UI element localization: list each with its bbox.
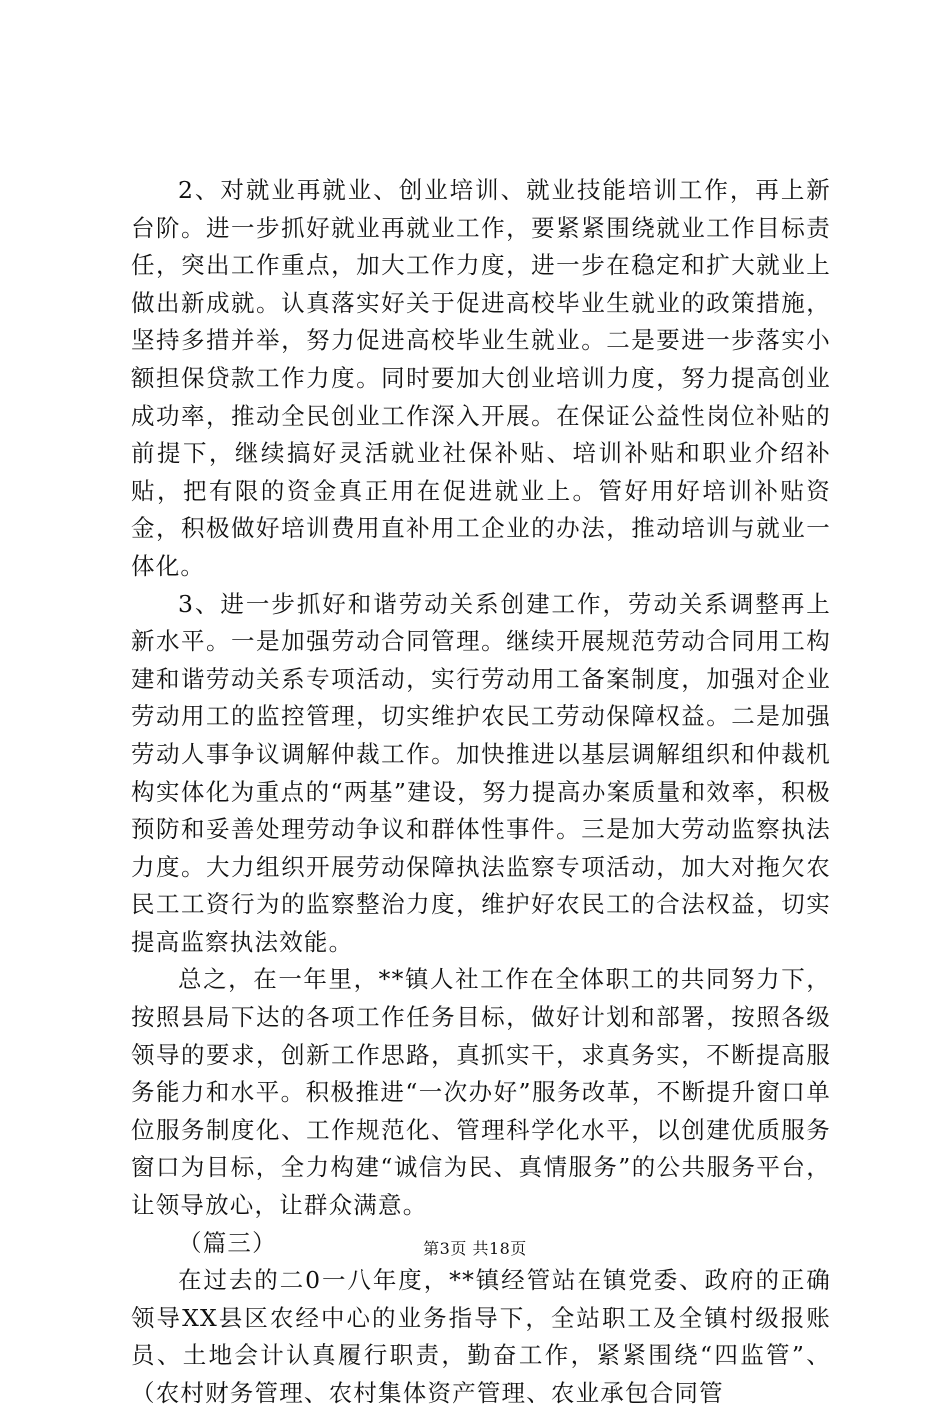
paragraph-economic-station: 在过去的二0一八年度，**镇经管站在镇党委、政府的正确领导XX县区农经中心的业务指导下，全站职工及全镇村级报账员、土地会计认真履行职责，勤奋工作，紧紧围绕“四监管”、（农村财务管理、农村集体资产管理、农业承包合同管: [131, 1266, 831, 1407]
section-heading-part-three: （篇三）: [178, 1228, 277, 1257]
document-body: [131, 172, 831, 1413]
paragraph-summary: 总之，在一年里，**镇人社工作在全体职工的共同努力下，按照县局下达的各项工作任务目标，做好计划和部署，按照各级领导的要求，创新工作思路，真抓实干，求真务实，不断提高服务能力和水平。积极推进“一次办好”服务改革，不断提升窗口单位服务制度化、工作规范化、管理科学化水平，以创建优质服务窗口为目标，全力构建“诚信为民、真情服务”的公共服务平台，让领导放心，让群众满意。: [131, 965, 831, 1220]
page-number-footer: 第3页 共18页: [423, 1239, 527, 1258]
paragraph-labor-relations: 3、进一步抓好和谐劳动关系创建工作，劳动关系调整再上新水平。一是加强劳动合同管理。继续开展规范劳动合同用工构建和谐劳动关系专项活动，实行劳动用工备案制度，加强对企业劳动用工的监控管理，切实维护农民工劳动保障权益。二是加强劳动人事争议调解仲裁工作。加快推进以基层调解组织和仲裁机构实体化为重点的“两基”建设，努力提高办案质量和效率，积极预防和妥善处理劳动争议和群体性事件。三是加大劳动监察执法力度。大力组织开展劳动保障执法监察专项活动，加大对拖欠农民工工资行为的监察整治力度，维护好农民工的合法权益，切实提高监察执法效能。: [131, 589, 831, 956]
paragraph-employment-training: 2、对就业再就业、创业培训、就业技能培训工作，再上新台阶。进一步抓好就业再就业工作，要紧紧围绕就业工作目标责任，突出工作重点，加大工作力度，进一步在稳定和扩大就业上做出新成就。认真落实好关于促进高校毕业生就业的政策措施，坚持多措并举，努力促进高校毕业生就业。二是要进一步落实小额担保贷款工作力度。同时要加大创业培训力度，努力提高创业成功率，推动全民创业工作深入开展。在保证公益性岗位补贴的前提下，继续搞好灵活就业社保补贴、培训补贴和职业介绍补贴，把有限的资金真正用在促进就业上。管好用好培训补贴资金，积极做好培训费用直补用工企业的办法，推动培训与就业一体化。: [131, 176, 831, 580]
